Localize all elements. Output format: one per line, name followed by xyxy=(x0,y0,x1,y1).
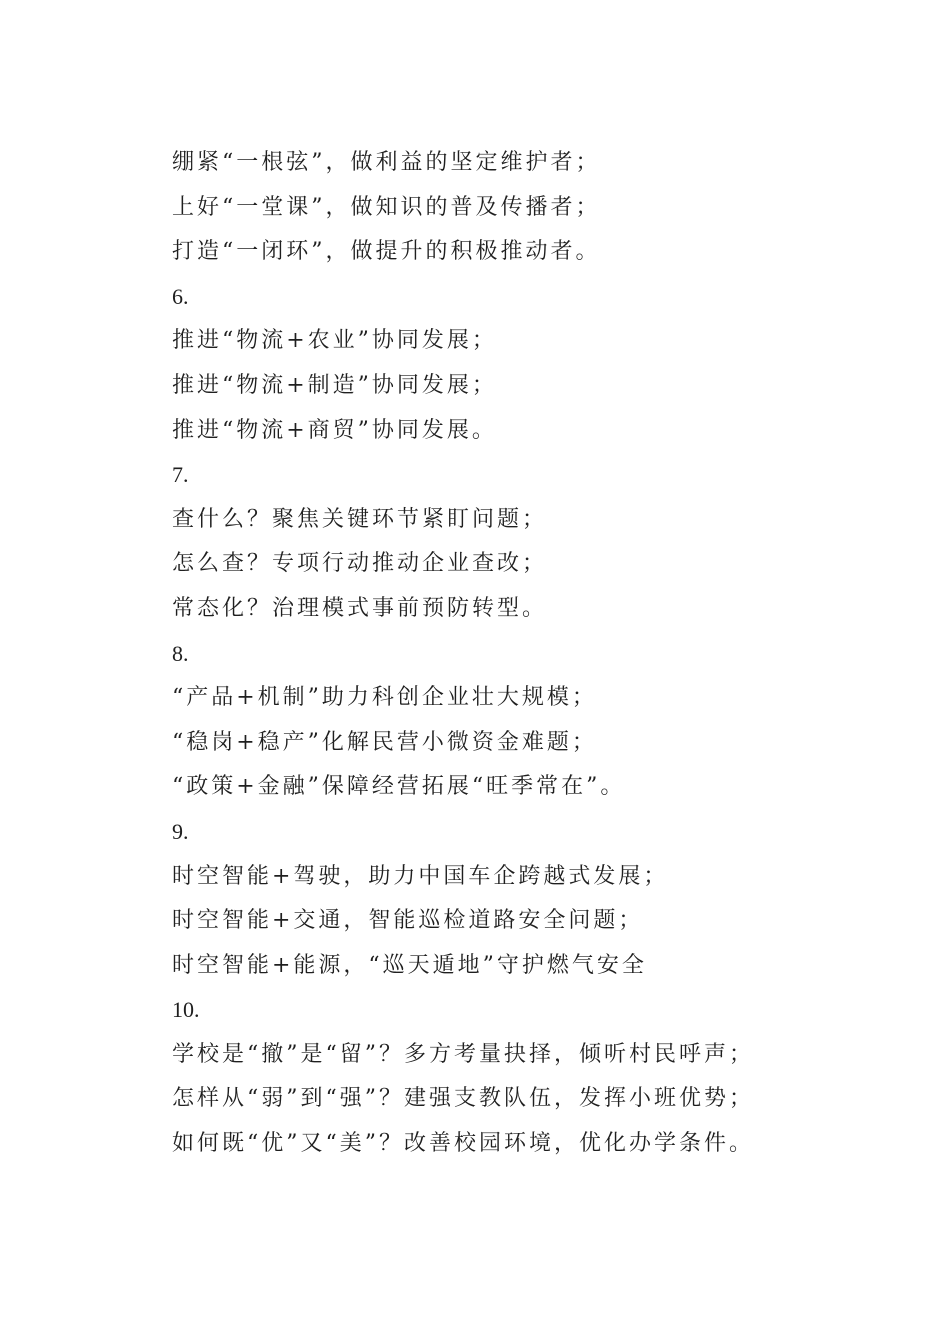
text-line: 怎么查？专项行动推动企业查改； xyxy=(172,551,548,577)
text-line: 上好“一堂课”，做知识的普及传播者； xyxy=(172,194,601,220)
document-body xyxy=(172,141,852,1167)
text-line: 常态化？治理模式事前预防转型。 xyxy=(172,595,548,621)
text-line: 推进“物流+农业”协同发展； xyxy=(172,328,497,354)
section-number: 9. xyxy=(172,818,189,844)
section-number: 8. xyxy=(172,640,189,666)
text-line: 如何既“优”又“美”？改善校园环境，优化办学条件。 xyxy=(172,1131,754,1157)
text-line: 推进“物流+制造”协同发展； xyxy=(172,372,497,398)
text-line: 绷紧“一根弦”，做利益的坚定维护者； xyxy=(172,150,601,175)
text-line: 查什么？聚焦关键环节紧盯问题； xyxy=(172,506,548,532)
text-line: “政策+金融”保障经营拓展“旺季常在”。 xyxy=(172,774,626,800)
text-line: 学校是“撤”是“留”？多方考量抉择，倾听村民呼声； xyxy=(172,1041,754,1067)
section-number: 7. xyxy=(172,462,189,488)
text-line: 时空智能+能源，“巡天遁地”守护燃气安全 xyxy=(172,952,647,978)
text-line: 推进“物流+商贸”协同发展。 xyxy=(172,417,497,443)
text-line: 打造“一闭环”，做提升的积极推动者。 xyxy=(172,239,601,265)
text-line: 时空智能+驾驶，助力中国车企跨越式发展； xyxy=(172,863,669,889)
text-line: 时空智能+交通，智能巡检道路安全问题； xyxy=(172,908,644,934)
section-number: 10. xyxy=(172,997,200,1023)
text-line: 怎样从“弱”到“强”？建强支教队伍，发挥小班优势； xyxy=(172,1086,754,1112)
section-number: 6. xyxy=(172,283,189,309)
text-line: “稳岗+稳产”化解民营小微资金难题； xyxy=(172,729,597,755)
text-line: “产品+机制”助力科创企业壮大规模； xyxy=(172,685,597,711)
